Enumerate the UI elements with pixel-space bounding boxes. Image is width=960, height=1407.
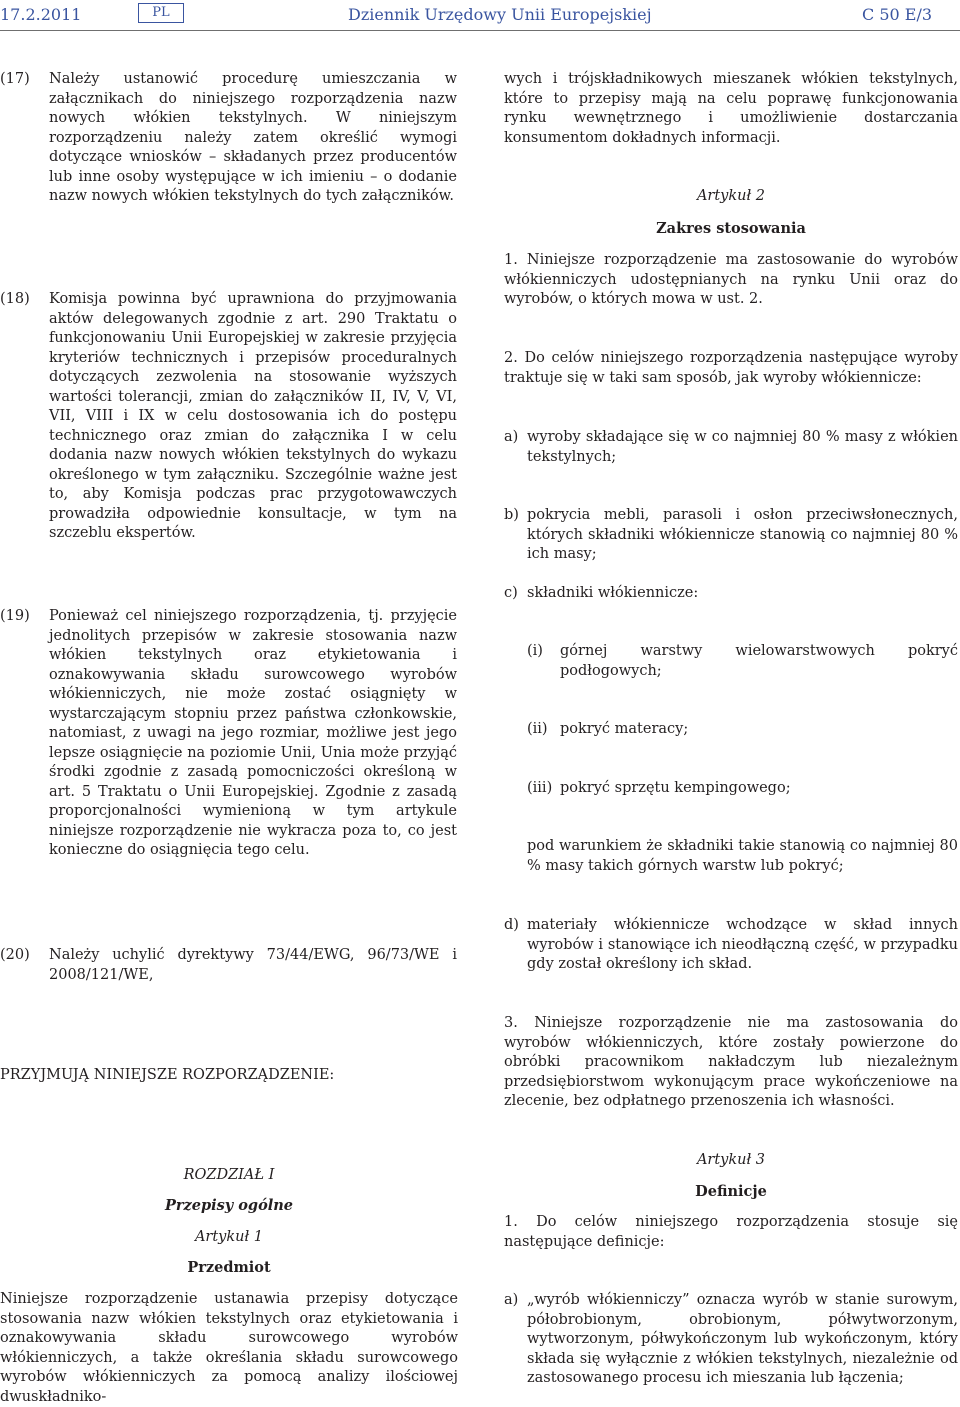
recital-17-text: Należy ustanowić procedurę umieszczania w załącznikach do niniejszego rozporządzenia nazw nowych włókien tekstylnych. W niniejszym rozporządzeniu należy zatem określić wymogi dotyczące wniosków – składanych przez producentów lub inne osoby występujące w ich imieniu – o dodanie nazw nowych włókien tekstylnych do tych załączników. xyxy=(49,71,457,204)
recital-17-number: (17) xyxy=(0,71,30,87)
article-3-heading: Artykuł 3 xyxy=(696,1152,766,1168)
point-c-i-label: (i) xyxy=(527,643,543,659)
article-2-paragraph-2: 2. Do celów niniejszego rozporządzenia następujące wyroby traktuje się w taki sam sposób, jak wyroby włókiennicze: xyxy=(504,350,958,386)
recital-19-number: (19) xyxy=(0,608,30,624)
recital-19-text: Ponieważ cel niniejszego rozporządzenia, tj. przyjęcie jednolitych przepisów w zakresie stosowania nazw włókien tekstylnych oraz etykietowania i oznakowywania składu surowcowego wyrobów włókienniczych, nie może zostać osiągnięty w wystarczającym stopniu przez państwa członkowskie, natomiast, z uwagi na jego rozmiar, możliwe jest jego lepsze osiągnięcie na poziomie Unii, Unia może przyjąć środki zgodnie z zasadą pomocniczości określoną w art. 5 Traktatu o Unii Europejskiej. Zgodnie z zasadą proporcjonalności wymienioną w tym artykule niniejsze rozporządzenie nie wykracza poza to, co jest konieczne do osiągnięcia tego celu. xyxy=(49,608,457,858)
right-continuation: wych i trójskładnikowych mieszanek włókien tekstylnych, które to przepisy mają na celu poprawę funkcjonowania rynku wewnętrznego i umożliwienie dostarczania konsumentom dokładnych informacji. xyxy=(504,71,958,146)
chapter-heading: ROZDZIAŁ I xyxy=(183,1167,275,1183)
page-header xyxy=(0,0,960,30)
language-badge: PL xyxy=(138,3,184,23)
article-2-paragraph-3: 3. Niniejsze rozporządzenie nie ma zastosowania do wyrobów włókienniczych, które zostały powierzone do obróbki pracownikom nakładczym lub niezależnym przedsiębiorstwom wykonującym prace wykończeniowe na zlecenie, bez odpłatnego przenoszenia ich własności. xyxy=(504,1015,958,1109)
header-rule xyxy=(0,30,960,31)
header-date: 17.2.2011 xyxy=(0,5,82,24)
definition-a-label: a) xyxy=(504,1292,519,1308)
article-1-heading: Artykuł 1 xyxy=(194,1229,264,1245)
chapter-title: Przepisy ogólne xyxy=(164,1197,294,1214)
article-1-title: Przedmiot xyxy=(187,1259,271,1276)
recital-18-number: (18) xyxy=(0,291,30,307)
point-c-iii-text: pokryć sprzętu kempingowego; xyxy=(560,780,791,796)
article-2-title: Zakres stosowania xyxy=(656,220,806,237)
point-c-i-text: górnej warstwy wielowarstwowych pokryć podłogowych; xyxy=(560,643,958,679)
point-b-label: b) xyxy=(504,507,519,523)
recital-20-number: (20) xyxy=(0,947,30,963)
point-d-text: materiały włókiennicze wchodzące w skład innych wyrobów i stanowiące ich nieodłączną część, w przypadku gdy został określony ich skład. xyxy=(527,917,958,972)
article-3-paragraph-1: 1. Do celów niniejszego rozporządzenia stosuje się następujące definicje: xyxy=(504,1214,958,1250)
point-c-label: c) xyxy=(504,585,518,601)
point-c-text: składniki włókiennicze: xyxy=(527,585,699,601)
point-a-text: wyroby składające się w co najmniej 80 % masy z włókien tekstylnych; xyxy=(527,429,958,465)
point-a-label: a) xyxy=(504,429,519,445)
recital-18-text: Komisja powinna być uprawniona do przyjmowania aktów delegowanych zgodnie z art. 290 Traktatu o funkcjonowaniu Unii Europejskiej w zakresie przyjęcia kryteriów technicznych i przepisów proceduralnych dotyczących zezwolenia na stosowanie wyższych wartości tolerancji, zmian do załączników II, IV, V, VI, VII, VIII i IX w celu dostosowania ich do postępu technicznego oraz zmian do załącznika I w celu dodania nazw nowych włókien tekstylnych do wykazu określonego w tym załączniku. Szczególnie ważne jest to, aby Komisja podczas prac przygotowawczych prowadziła odpowiednie konsultacje, w tym na szczeblu ekspertów. xyxy=(49,291,457,541)
article-2-paragraph-1: 1. Niniejsze rozporządzenie ma zastosowanie do wyrobów włókienniczych udostępnianych na rynku Unii oraz do wyrobów, o których mowa w ust. 2. xyxy=(504,252,958,307)
point-b-text: pokrycia mebli, parasoli i osłon przeciwsłonecznych, których składniki włókiennicze stanowią co najmniej 80 % ich masy; xyxy=(527,507,958,562)
article-3-title: Definicje xyxy=(695,1183,767,1200)
definition-a-text: „wyrób włókienniczy” oznacza wyrób w stanie surowym, półobrobionym, obrobionym, półwytworzonym, wytworzonym, półwykończonym lub wykończonym, który składa się wyłącznie z włókien tekstylnych, niezależnie od zastosowanego procesu ich mieszania lub łączenia; xyxy=(527,1292,958,1386)
point-c-iii-label: (iii) xyxy=(527,780,553,796)
recital-20-text: Należy uchylić dyrektywy 73/44/EWG, 96/73/WE i 2008/121/WE, xyxy=(49,947,457,983)
point-c-ii-text: pokryć materacy; xyxy=(560,721,689,737)
article-1-text: Niniejsze rozporządzenie ustanawia przepisy dotyczące stosowania nazw włókien tekstylnych oraz etykietowania i oznakowywania składu surowcowego wyrobów włókienniczych, a także określania składu surowcowego wyrobów włókienniczych za pomocą analizy ilościowej dwuskładniko- xyxy=(0,1291,458,1405)
point-d-label: d) xyxy=(504,917,519,933)
journal-title: Dziennik Urzędowy Unii Europejskiej xyxy=(348,5,652,24)
point-c-ii-label: (ii) xyxy=(527,721,548,737)
article-2-heading: Artykuł 2 xyxy=(696,188,766,204)
journal-reference: C 50 E/3 xyxy=(862,5,933,24)
adoption-formula: PRZYJMUJĄ NINIEJSZE ROZPORZĄDZENIE: xyxy=(0,1067,335,1083)
point-c-condition: pod warunkiem że składniki takie stanowią co najmniej 80 % masy takich górnych warstw lub pokryć; xyxy=(527,838,958,874)
